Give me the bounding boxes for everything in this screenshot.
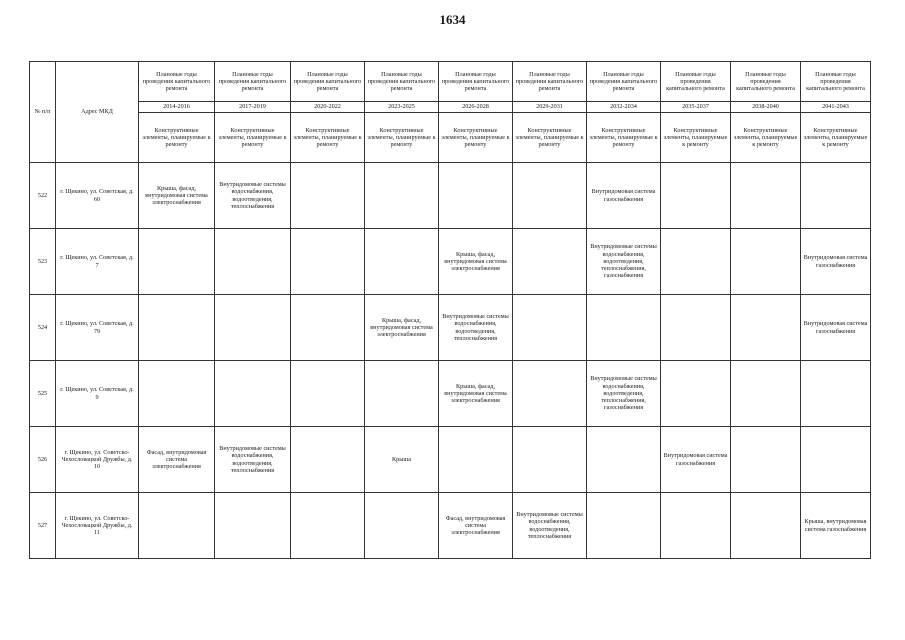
repair-cell: [291, 361, 365, 427]
repair-cell: [801, 361, 871, 427]
period-2017-2019: 2017-2019: [215, 102, 291, 113]
repair-cell: [587, 427, 661, 493]
elements-header: Конструктивные элементы, планируемые к ремонту: [587, 113, 661, 163]
row-address: г. Щекино, ул. Советско-Чехословацкой Дружбы, д. 10: [56, 427, 139, 493]
repair-cell: [587, 493, 661, 559]
repair-cell: [291, 427, 365, 493]
elements-header: Конструктивные элементы, планируемые к ремонту: [731, 113, 801, 163]
repair-cell: [291, 163, 365, 229]
repair-cell: Внутридомовая система газоснабжения: [587, 163, 661, 229]
repair-cell: [291, 295, 365, 361]
repair-cell: Внутридомовые системы водоснабжения, водоотведения, теплоснабжения: [215, 427, 291, 493]
row-address: г. Щекино, ул. Советская, д. 79: [56, 295, 139, 361]
repair-cell: [139, 229, 215, 295]
table-row: [30, 361, 871, 427]
elements-header: Конструктивные элементы, планируемые к ремонту: [139, 113, 215, 163]
repair-cell: [513, 295, 587, 361]
repair-cell: [365, 361, 439, 427]
period-2041-2043: 2041-2043: [801, 102, 871, 113]
row-address: г. Щекино, ул. Советско-Чехословацкой Дружбы, д. 11: [56, 493, 139, 559]
planned-years-header: Плановые годы проведения капитального ремонта: [731, 62, 801, 102]
elements-header: Конструктивные элементы, планируемые к ремонту: [291, 113, 365, 163]
elements-header: Конструктивные элементы, планируемые к ремонту: [801, 113, 871, 163]
period-2026-2028: 2026-2028: [439, 102, 513, 113]
period-2032-2034: 2032-2034: [587, 102, 661, 113]
repair-cell: [661, 361, 731, 427]
row-number: 527: [30, 493, 56, 559]
repair-cell: [513, 229, 587, 295]
row-number: 525: [30, 361, 56, 427]
repair-cell: [139, 493, 215, 559]
planned-years-header: Плановые годы проведения капитального ремонта: [661, 62, 731, 102]
capital-repair-schedule-table: [29, 61, 871, 559]
row-address: г. Щекино, ул. Советская, д. 7: [56, 229, 139, 295]
repair-cell: [365, 229, 439, 295]
repair-cell: Внутридомовые системы водоснабжения, водоотведения, теплоснабжения, газоснабжения: [587, 361, 661, 427]
planned-years-header: Плановые годы проведения капитального ремонта: [291, 62, 365, 102]
elements-header: Конструктивные элементы, планируемые к ремонту: [513, 113, 587, 163]
repair-cell: [365, 493, 439, 559]
repair-cell: [215, 295, 291, 361]
row-number: 526: [30, 427, 56, 493]
table-row: [30, 493, 871, 559]
repair-cell: Фасад, внутридомовая система электроснабжения: [139, 427, 215, 493]
repair-cell: Внутридомовая система газоснабжения: [801, 295, 871, 361]
repair-cell: [215, 229, 291, 295]
repair-cell: [291, 229, 365, 295]
repair-cell: [139, 295, 215, 361]
repair-cell: Крыша, внутридомовая система газоснабжения: [801, 493, 871, 559]
repair-cell: [731, 295, 801, 361]
table-row: [30, 295, 871, 361]
repair-cell: Крыша, фасад, внутридомовая система электроснабжения: [439, 361, 513, 427]
repair-cell: [513, 163, 587, 229]
repair-cell: [801, 427, 871, 493]
row-address: г. Щекино, ул. Советская, д. 9: [56, 361, 139, 427]
period-2020-2022: 2020-2022: [291, 102, 365, 113]
planned-years-header: Плановые годы проведения капитального ремонта: [215, 62, 291, 102]
period-2035-2037: 2035-2037: [661, 102, 731, 113]
column-header-number: № п/п: [30, 62, 56, 163]
planned-years-header: Плановые годы проведения капитального ремонта: [365, 62, 439, 102]
repair-cell: Внутридомовые системы водоснабжения, водоотведения, теплоснабжения: [513, 493, 587, 559]
repair-cell: Крыша, фасад, внутридомовая система электроснабжения: [365, 295, 439, 361]
repair-cell: [661, 229, 731, 295]
period-2014-2016: 2014-2016: [139, 102, 215, 113]
period-2029-2031: 2029-2031: [513, 102, 587, 113]
repair-cell: Крыша, фасад, внутридомовая система электроснабжения: [439, 229, 513, 295]
row-number: 522: [30, 163, 56, 229]
planned-years-header: Плановые годы проведения капитального ремонта: [439, 62, 513, 102]
elements-header: Конструктивные элементы, планируемые к ремонту: [365, 113, 439, 163]
repair-cell: [731, 361, 801, 427]
column-header-address: Адрес МКД: [56, 62, 139, 163]
elements-header: Конструктивные элементы, планируемые к ремонту: [439, 113, 513, 163]
repair-cell: [439, 427, 513, 493]
repair-cell: Крыша, фасад, внутридомовая система электроснабжения: [139, 163, 215, 229]
table-row: [30, 163, 871, 229]
repair-cell: [731, 229, 801, 295]
repair-cell: [365, 163, 439, 229]
period-2023-2025: 2023-2025: [365, 102, 439, 113]
page-number: 1634: [439, 12, 466, 27]
elements-header: Конструктивные элементы, планируемые к ремонту: [661, 113, 731, 163]
repair-cell: Внутридомовые системы водоснабжения, водоотведения, теплоснабжения: [439, 295, 513, 361]
repair-cell: Внутридомовая система газоснабжения: [661, 427, 731, 493]
elements-header: Конструктивные элементы, планируемые к ремонту: [215, 113, 291, 163]
repair-cell: Внутридомовая система газоснабжения: [801, 229, 871, 295]
repair-cell: [139, 361, 215, 427]
repair-cell: [661, 163, 731, 229]
repair-cell: [513, 361, 587, 427]
repair-cell: [801, 163, 871, 229]
row-number: 523: [30, 229, 56, 295]
repair-cell: [513, 427, 587, 493]
row-number: 524: [30, 295, 56, 361]
repair-cell: [731, 493, 801, 559]
period-2038-2040: 2038-2040: [731, 102, 801, 113]
header-row-periods: [30, 102, 871, 113]
planned-years-header: Плановые годы проведения капитального ремонта: [801, 62, 871, 102]
planned-years-header: Плановые годы проведения капитального ремонта: [139, 62, 215, 102]
repair-cell: [587, 295, 661, 361]
repair-cell: [661, 295, 731, 361]
repair-cell: Крыша: [365, 427, 439, 493]
repair-cell: Внутридомовые системы водоснабжения, водоотведения, теплоснабжения, газоснабжения: [587, 229, 661, 295]
row-address: г. Щекино, ул. Советская, д. 60: [56, 163, 139, 229]
planned-years-header: Плановые годы проведения капитального ремонта: [513, 62, 587, 102]
repair-cell: [661, 493, 731, 559]
table-row: [30, 427, 871, 493]
header-row-planned-years: [30, 62, 871, 102]
repair-cell: [731, 163, 801, 229]
repair-cell: Фасад, внутридомовая система электроснабжения: [439, 493, 513, 559]
repair-cell: Внутридомовые системы водоснабжения, водоотведения, теплоснабжения: [215, 163, 291, 229]
repair-cell: [291, 493, 365, 559]
repair-cell: [215, 361, 291, 427]
repair-cell: [731, 427, 801, 493]
table-row: [30, 229, 871, 295]
planned-years-header: Плановые годы проведения капитального ремонта: [587, 62, 661, 102]
repair-cell: [439, 163, 513, 229]
header-row-elements: [30, 113, 871, 163]
repair-cell: [215, 493, 291, 559]
